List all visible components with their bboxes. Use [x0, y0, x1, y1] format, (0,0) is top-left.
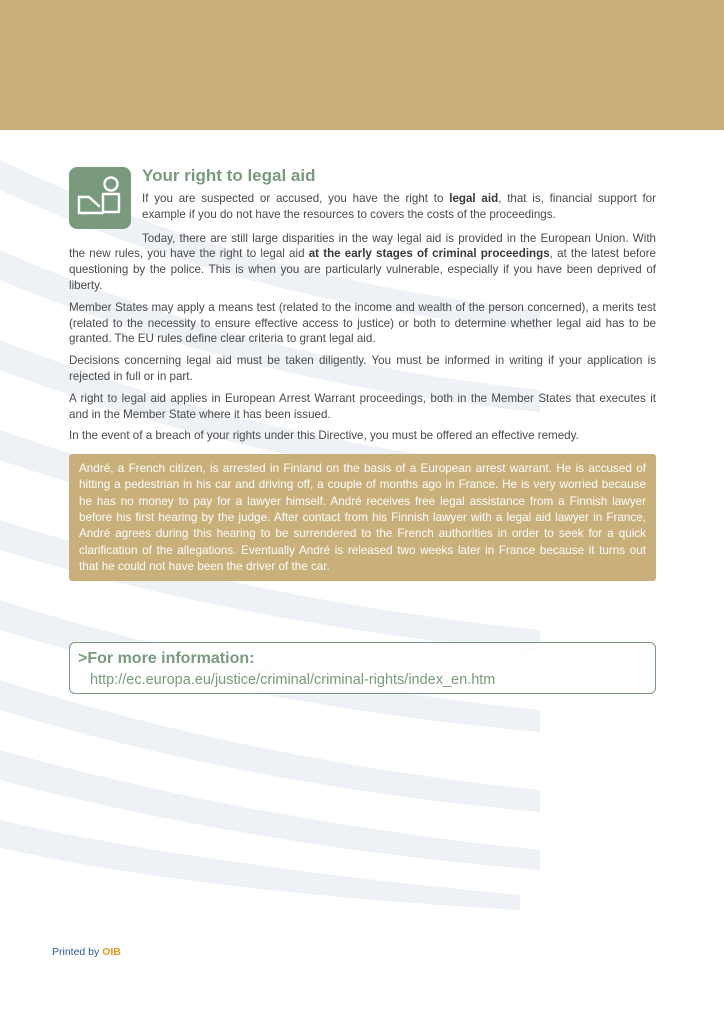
early-stages-emphasis: at the early stages of criminal proceedings	[308, 247, 550, 261]
more-information-title: >For more information:	[78, 650, 255, 667]
printer-brand: OIB	[102, 946, 121, 958]
example-case-box: André, a French citizen, is arrested in Finland on the basis of a European arrest warrant. He is accused of hitting a pedestrian in his car and driving off, a couple of months ago in France. He is very worried because he has no money to pay for a lawyer himself. André receives free legal assistance from a Finnish lawyer before his first hearing by the judge. After contact from his Finnish lawyer with a legal aid lawyer in France, André agrees during this hearing to be surrendered to the French authorities in order to seek for a quick clarification of the allegations. Eventually André is released two weeks later in France because it turns out that he could not have been the driver of the car.	[69, 454, 656, 581]
printed-by-footer: Printed by OIB	[52, 946, 121, 958]
disparities-paragraph: Today, there are still large disparities in the way legal aid is provided in the European Union. With the new rules, you have the right to legal aid at the early stages of criminal proceedings, at the latest before questioning by the police. This is when you are particularly vulnerable, especially if you have been deprived of liberty.	[69, 231, 656, 292]
intro-paragraph: If you are suspected or accused, you have the right to legal aid, that is, financial support for example if you do not have the resources to covers the costs of the proceedings.	[142, 192, 656, 221]
more-information-box	[69, 642, 656, 694]
chevron-right-icon: >	[78, 650, 88, 667]
legal-aid-emphasis: legal aid	[449, 192, 499, 205]
main-content	[69, 165, 656, 581]
section-title: Your right to legal aid	[142, 166, 316, 185]
more-information-link[interactable]: http://ec.europa.eu/justice/criminal/criminal-rights/index_en.htm	[90, 672, 496, 688]
remedy-paragraph: In the event of a breach of your rights under this Directive, you must be offered an effective remedy.	[69, 429, 579, 443]
legal-aid-help-icon	[69, 167, 131, 229]
means-test-paragraph: Member States may apply a means test (related to the income and wealth of the person concerned), a merits test (related to the necessity to ensure effective access to justice) or both to determine whether legal aid has to be granted. The EU rules define clear criteria to grant legal aid.	[69, 300, 656, 346]
decisions-paragraph: Decisions concerning legal aid must be taken diligently. You must be informed in writing if your application is rejected in full or in part.	[69, 354, 656, 383]
header-band	[0, 0, 724, 130]
arrest-warrant-paragraph: A right to legal aid applies in European Arrest Warrant proceedings, both in the Member States that executes it and in the Member State where it has been issued.	[69, 391, 656, 421]
